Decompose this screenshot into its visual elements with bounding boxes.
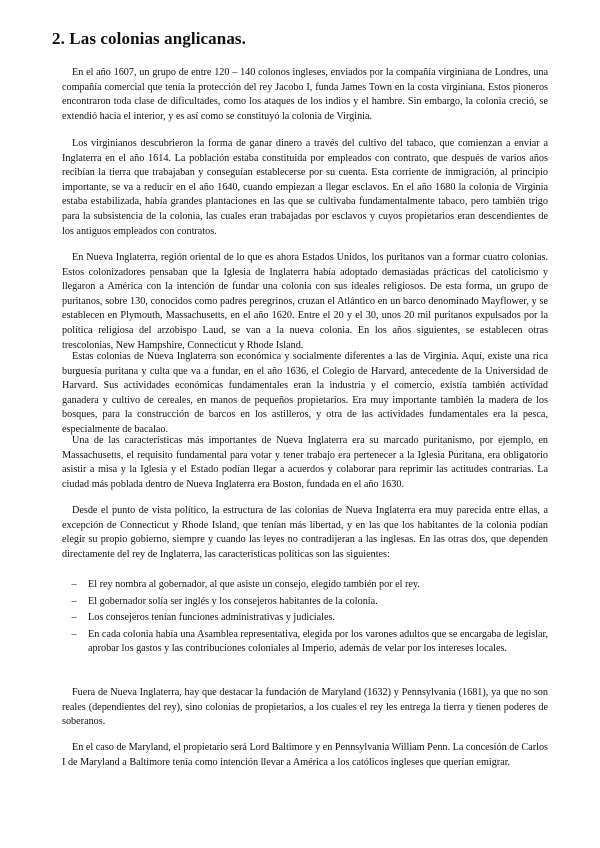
dash-bullet: – [71,628,77,640]
political-features-list [62,578,548,659]
paragraph-politics: Desde el punto de vista político, la estructura de las colonias de Nueva Inglaterra era muy parecida entre ellas, a excepción de Connecticut y Rhode Island, que tenían más libertad, y en las que los habitantes de la colonia podían elegir su propio gobierno, siempre y cuando las leyes no contradijeran a las inglesas. En las otras dos, que dependen directamente del rey de Inglaterra, las características políticas son las siguientes: [62,505,548,560]
paragraph-virginia-tobacco: Los virginianos descubrieron la forma de ganar dinero a través del cultivo del tabaco, que comienzan a enviar a Inglaterra en el año 1614. La población estaba constituida por empleados con contrato, que después de varios años recibían la tierra que trabajaban y conseguían establecerse por su cuenta. Esta corriente de inmigración, al principio importante, se va a reducir en el año 1640, cuando empiezan a llegar esclavos. En el año 1680 la colonia de Virginia estaba estabilizada, había grandes plantaciones en las que se cultivaba fundamentalmente tabaco, pero también trigo para la subsistencia de la colonia, las cuales eran trabajadas por esclavos y cuyos propietarios eran descendientes de los antiguos empleados con contratos. [62,138,548,237]
section-heading: 2. Las colonias anglicanas. [52,29,246,48]
list-item: – El rey nombra al gobernador, al que asiste un consejo, elegido también por el rey. [62,578,548,593]
list-item: – En cada colonia había una Asamblea representativa, elegida por los varones adultos que se encargaba de legislar, aprobar los gastos y las contribuciones coloniales al Imperio, además de velar por los intereses locales. [62,628,548,657]
paragraph-new-england-economy: Estas colonias de Nueva Inglaterra son económica y socialmente diferentes a las de Virginia. Aquí, existe una rica burguesía puritana y culta que va a fundar, en el año 1636, el Colegio de Harvard, antecedente de la Universidad de Harvard. Sus actividades económicas fundamentales eran la industria y el comercio, existía también actividad ganadera y cultivo de cereales, en manos de pequeños propietarios. Era muy importante también la madera de los bosques, para la construcción de barcos en los astilleros, y otra de las actividades fundamentales era la pesca, especialmente de bacalao. [62,351,548,435]
dash-bullet: – [71,612,77,624]
paragraph-jamestown: En el año 1607, un grupo de entre 120 – 140 colonos ingleses, enviados por la compañía virginiana de Londres, una compañía comercial que tenía la protección del rey Jacobo I, funda James Town en la costa virginiana. Estos pioneros encontraron toda clase de dificultades, como los ataques de los indios y el hambre. Sin embargo, la colonia creció, se extendió hacia el interior, y es así como se constituyó la colonia de Virginia. [62,67,548,122]
paragraph-new-england: En Nueva Inglaterra, región oriental de lo que es ahora Estados Unidos, los puritanos van a formar cuatro colonias. Estos colonizadores pensaban que la Iglesia de Inglaterra había adoptado demasiadas prácticas del catolicismo y llegaron a América con la intención de fundar una colonia con sus ideales religiosos. De esta forma, un grupo de puritanos, sobre 130, conocidos como padres peregrinos, cruzan el Atlántico en un barco denominado Mayflower, y se establecen en Plymouth, Massachusetts, en el año 1620. Entre el 20 y el 30, unos 20 mil puritanos expulsados por la política religiosa del arzobispo Laud, se van a la nueva colonia. En los años siguientes, se establecen otras trescolonias, New Hampshire, Connecticut y Rhode Island. [62,252,548,351]
paragraph-puritanism: Una de las características más importantes de Nueva Inglaterra era su marcado puritanismo, por ejemplo, en Massachusetts, el requisito fundamental para votar y tener trabajo era pertenecer a la Iglesia Puritana, era obligatorio asistir a misa y la Iglesia y el Estado podían llegar a acuerdos y colaborar para reprimir las actitudes contrarias. La ciudad más poblada dentro de Nueva Inglaterra era Boston, fundada en el año 1630. [62,435,548,490]
dash-bullet: – [71,595,77,607]
list-item: – El gobernador solía ser inglés y los consejeros habitantes de la colonia. [62,595,548,610]
paragraph-proprietary-colonies: Fuera de Nueva Inglaterra, hay que destacar la fundación de Maryland (1632) y Pennsylvania (1681), ya que no son reales (dependientes del rey), sino colonias de propietarios, a los cuales el rey les entrega la tierra y tienen poderes de soberanos. [62,687,548,728]
dash-bullet: – [71,579,77,590]
paragraph-maryland-pennsylvania: En el caso de Maryland, el propietario será Lord Baltimore y en Pennsylvania William Penn. La concesión de Carlos I de Maryland a Baltimore tenía como intención llevar a América a los católicos ingleses que querían emigrar. [62,742,548,768]
list-item: – Los consejeros tenían funciones administrativas y judiciales. [62,611,548,626]
